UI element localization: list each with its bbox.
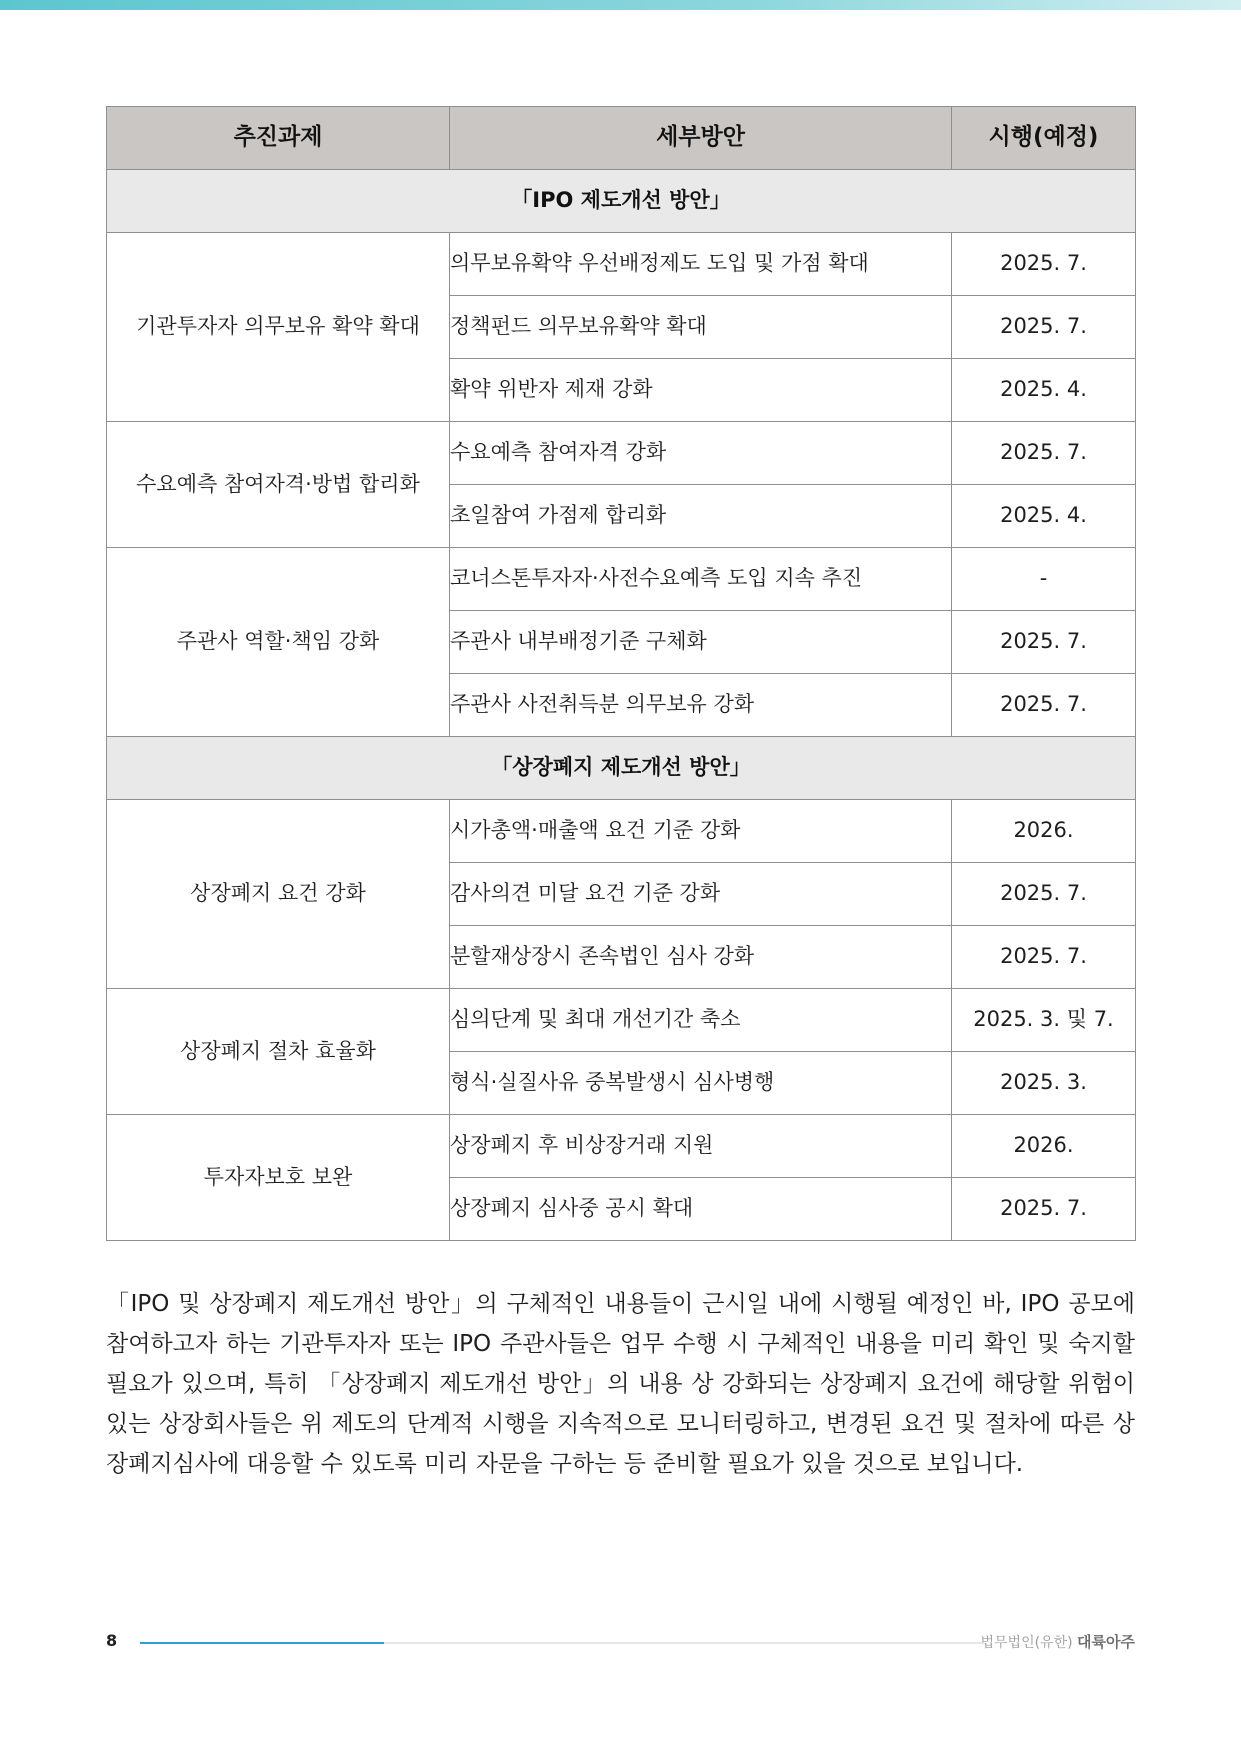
header-date: 시행(예정) [952,107,1136,170]
detail-cell: 확약 위반자 제재 강화 [450,359,952,422]
date-cell: 2025. 3. 및 7. [952,989,1136,1052]
table-row [107,548,1136,611]
footer-divider [140,1642,984,1644]
detail-cell: 형식·실질사유 중복발생시 심사병행 [450,1052,952,1115]
task-cell: 상장폐지 요건 강화 [107,800,450,989]
table-row [107,800,1136,863]
date-cell: 2026. [952,800,1136,863]
date-cell: 2025. 7. [952,611,1136,674]
detail-cell: 초일참여 가점제 합리화 [450,485,952,548]
detail-cell: 상장폐지 후 비상장거래 지원 [450,1115,952,1178]
date-cell: 2025. 3. [952,1052,1136,1115]
date-cell: - [952,548,1136,611]
header-task: 추진과제 [107,107,450,170]
date-cell: 2025. 7. [952,233,1136,296]
table-row [107,989,1136,1052]
header-detail: 세부방안 [450,107,952,170]
date-cell: 2025. 7. [952,674,1136,737]
table-row [107,1115,1136,1178]
task-cell: 투자자보호 보완 [107,1115,450,1241]
table-row [107,422,1136,485]
date-cell: 2025. 4. [952,359,1136,422]
date-cell: 2025. 7. [952,926,1136,989]
detail-cell: 심의단계 및 최대 개선기간 축소 [450,989,952,1052]
detail-cell: 주관사 내부배정기준 구체화 [450,611,952,674]
table-row [107,233,1136,296]
detail-cell: 주관사 사전취득분 의무보유 강화 [450,674,952,737]
date-cell: 2025. 7. [952,1178,1136,1241]
top-accent-bar [0,0,1241,10]
section-row [107,170,1136,233]
detail-cell: 시가총액·매출액 요건 기준 강화 [450,800,952,863]
firm-name: 대륙아주 [1077,1633,1135,1651]
detail-cell: 의무보유확약 우선배정제도 도입 및 가점 확대 [450,233,952,296]
section-row [107,737,1136,800]
task-cell: 주관사 역할·책임 강화 [107,548,450,737]
detail-cell: 정책펀드 의무보유확약 확대 [450,296,952,359]
date-cell: 2026. [952,1115,1136,1178]
page-number: 8 [106,1631,118,1650]
detail-cell: 코너스톤투자자·사전수요예측 도입 지속 추진 [450,548,952,611]
detail-cell: 수요예측 참여자격 강화 [450,422,952,485]
detail-cell: 상장폐지 심사중 공시 확대 [450,1178,952,1241]
date-cell: 2025. 7. [952,863,1136,926]
task-cell: 기관투자자 의무보유 확약 확대 [107,233,450,422]
body-paragraph: 「IPO 및 상장폐지 제도개선 방안」의 구체적인 내용들이 근시일 내에 시행될 예정인 바, IPO 공모에 참여하고자 하는 기관투자자 또는 IPO 주관사들은 업무 수행 시 구체적인 내용을 미리 확인 및 숙지할 필요가 있으며, 특히 「상장폐지 제도개선 방안」의 내용 상 강화되는 상장폐지 요건에 해당할 위험이 있는 상장회사들은 위 제도의 단계적 시행을 지속적으로 모니터링하고, 변경된 요건 및 절차에 따른 상장폐지심사에 대응할 수 있도록 미리 자문을 구하는 등 준비할 필요가 있을 것으로 보입니다. [106,1291,1135,1477]
policy-table [106,106,1136,1241]
detail-cell: 분할재상장시 존속법인 심사 강화 [450,926,952,989]
firm-logo [981,1631,1136,1652]
detail-cell: 감사의견 미달 요건 기준 강화 [450,863,952,926]
firm-prefix: 법무법인(유한) [980,1635,1073,1651]
section-title-ipo: 「IPO 제도개선 방안」 [107,170,1136,233]
date-cell: 2025. 7. [952,422,1136,485]
table-header-row [107,107,1136,170]
task-cell: 상장폐지 절차 효율화 [107,989,450,1115]
date-cell: 2025. 7. [952,296,1136,359]
date-cell: 2025. 4. [952,485,1136,548]
section-title-delisting: 「상장폐지 제도개선 방안」 [107,737,1136,800]
footer-divider-accent [140,1642,384,1644]
task-cell: 수요예측 참여자격·방법 합리화 [107,422,450,548]
